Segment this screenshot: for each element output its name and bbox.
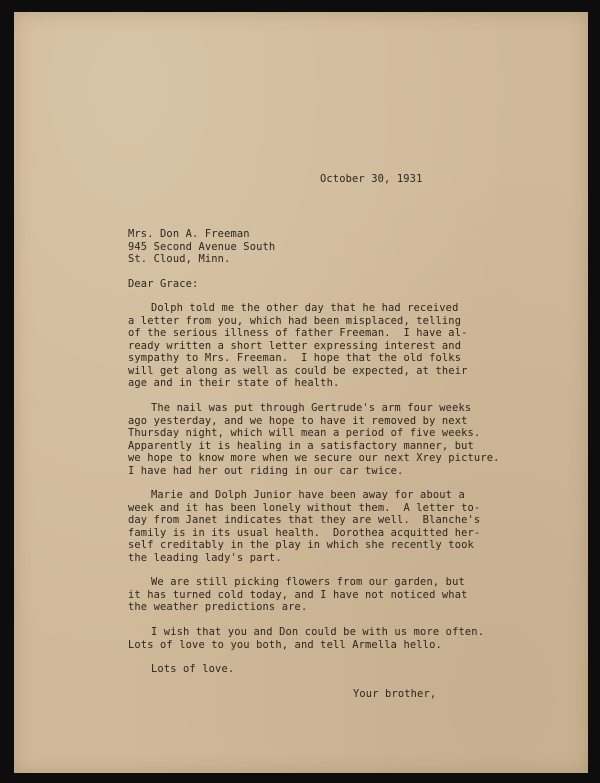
paragraph-3-line: week and it has been lonely without them. A letter to-: [128, 501, 481, 514]
paragraph-4-line: the weather predictions are.: [128, 601, 308, 613]
letter-page: [14, 12, 588, 773]
paragraph-5-line: I wish that you and Don could be with us more often.: [151, 626, 485, 638]
paragraph-2-line: I have had her out riding in our car twice.: [128, 464, 404, 477]
paragraph-1-line: age and in their state of health.: [128, 377, 340, 389]
closing-line: Lots of love.: [151, 663, 235, 675]
salutation: Dear Grace:: [128, 278, 199, 290]
paragraph-2-line: Thursday night, which will mean a period of five weeks.: [128, 427, 481, 439]
paragraph-2-line: The nail was put through Gertrude's arm four weeks: [151, 402, 472, 414]
recipient-name: Mrs. Don A. Freeman: [128, 228, 250, 240]
paragraph-1-line: Dolph told me the other day that he had received: [151, 302, 459, 314]
letter-date: October 30, 1931: [320, 173, 423, 185]
paragraph-4-line: We are still picking flowers from our garden, but: [151, 576, 465, 588]
paragraph-3-line: day from Janet indicates that they are well. Blanche's: [128, 514, 481, 526]
paragraph-2-line: Apparently it is healing in a satisfactory manner, but: [128, 439, 474, 452]
paragraph-3-line: family is in its usual health. Dorothea acquitted her-: [128, 526, 481, 539]
paragraph-5-line: Lots of love to you both, and tell Armella hello.: [128, 638, 442, 651]
paragraph-1-line: sympathy to Mrs. Freeman. I hope that the old folks: [128, 352, 462, 364]
paragraph-1-line: a letter from you, which had been misplaced, telling: [128, 314, 462, 327]
paragraph-3-line: the leading lady's part.: [128, 551, 282, 564]
paragraph-2-line: ago yesterday, and we hope to have it removed by next: [128, 414, 468, 427]
paragraph-1-line: will get along as well as could be expected, at their: [128, 364, 468, 377]
paragraph-3-line: Marie and Dolph Junior have been away for about a: [151, 489, 465, 501]
paragraph-1-line: of the serious illness of father Freeman. I have al-: [128, 327, 468, 339]
signoff: Your brother,: [353, 688, 437, 700]
recipient-city: St. Cloud, Minn.: [128, 253, 231, 265]
paragraph-4-line: it has turned cold today, and I have not noticed what: [128, 588, 468, 601]
paragraph-3-line: self creditably in the play in which she recently took: [128, 539, 474, 551]
paragraph-2-line: we hope to know more when we secure our next Xrey picture.: [128, 452, 500, 464]
paragraph-1-line: ready written a short letter expressing interest and: [128, 339, 462, 352]
recipient-street: 945 Second Avenue South: [128, 240, 276, 253]
